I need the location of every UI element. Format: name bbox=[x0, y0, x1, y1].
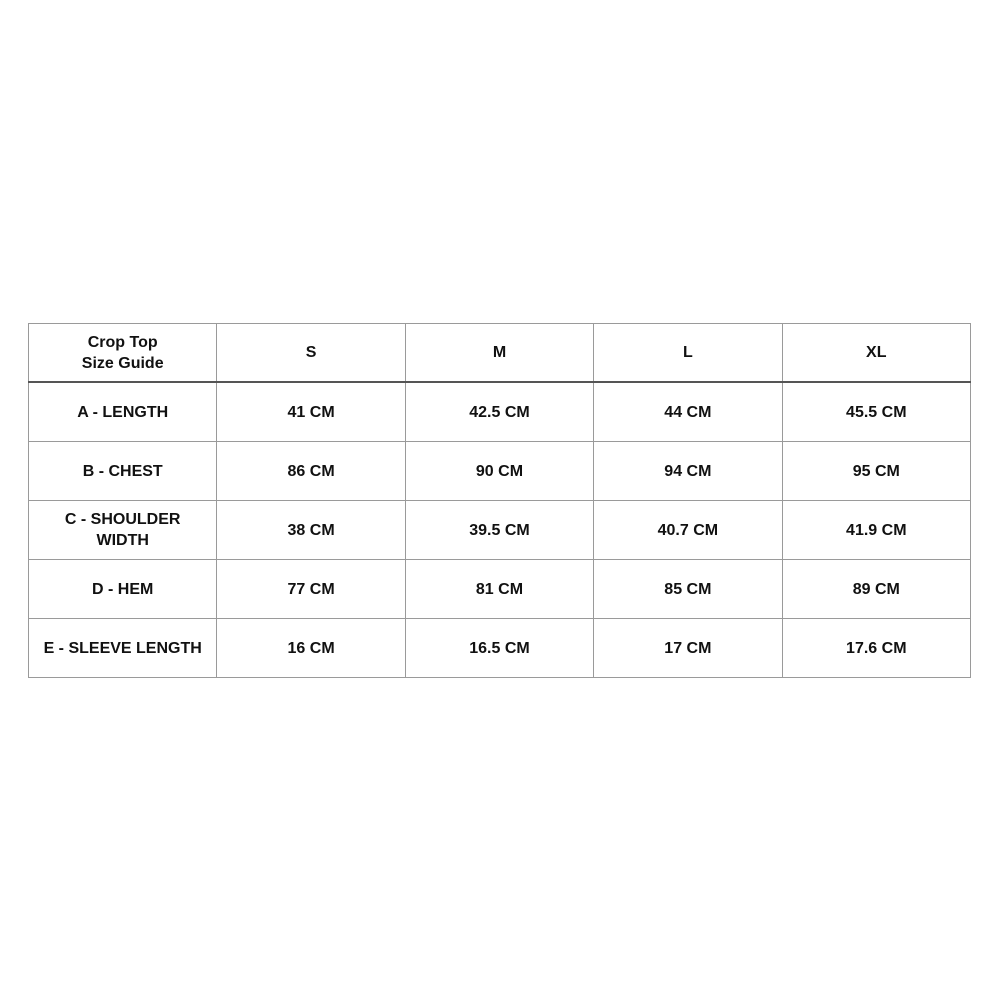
header-row bbox=[29, 324, 971, 383]
table-title bbox=[29, 324, 217, 383]
cell-sleeve-s: 16 CM bbox=[217, 619, 405, 678]
table-body bbox=[29, 382, 971, 678]
cell-length-l: 44 CM bbox=[594, 382, 782, 442]
size-header-l: L bbox=[594, 324, 782, 383]
size-guide-table bbox=[28, 323, 971, 678]
cell-sleeve-xl: 17.6 CM bbox=[782, 619, 970, 678]
table-row-shoulder-width bbox=[29, 501, 971, 560]
table-title-line2: Size Guide bbox=[81, 354, 164, 372]
row-label-length: A - LENGTH bbox=[29, 382, 217, 442]
cell-hem-l: 85 CM bbox=[594, 560, 782, 619]
row-label-shoulder-width bbox=[29, 501, 217, 560]
cell-length-xl: 45.5 CM bbox=[782, 382, 970, 442]
size-header-m: M bbox=[405, 324, 593, 383]
table-header bbox=[29, 324, 971, 383]
table-title-line1: Crop Top bbox=[87, 333, 158, 351]
row-label-shoulder-line1: C - SHOULDER bbox=[64, 511, 181, 528]
cell-sleeve-l: 17 CM bbox=[594, 619, 782, 678]
cell-shoulder-s: 38 CM bbox=[217, 501, 405, 560]
cell-chest-m: 90 CM bbox=[405, 442, 593, 501]
cell-hem-xl: 89 CM bbox=[782, 560, 970, 619]
cell-chest-xl: 95 CM bbox=[782, 442, 970, 501]
cell-chest-s: 86 CM bbox=[217, 442, 405, 501]
size-header-s: S bbox=[217, 324, 405, 383]
cell-shoulder-m: 39.5 CM bbox=[405, 501, 593, 560]
table-row-hem bbox=[29, 560, 971, 619]
cell-shoulder-xl: 41.9 CM bbox=[782, 501, 970, 560]
cell-hem-m: 81 CM bbox=[405, 560, 593, 619]
table-row-length bbox=[29, 382, 971, 442]
size-header-xl: XL bbox=[782, 324, 970, 383]
cell-length-s: 41 CM bbox=[217, 382, 405, 442]
cell-shoulder-l: 40.7 CM bbox=[594, 501, 782, 560]
row-label-hem: D - HEM bbox=[29, 560, 217, 619]
cell-chest-l: 94 CM bbox=[594, 442, 782, 501]
cell-hem-s: 77 CM bbox=[217, 560, 405, 619]
table-row-chest bbox=[29, 442, 971, 501]
row-label-chest: B - CHEST bbox=[29, 442, 217, 501]
cell-length-m: 42.5 CM bbox=[405, 382, 593, 442]
row-label-sleeve-length: E - SLEEVE LENGTH bbox=[29, 619, 217, 678]
row-label-shoulder-line2: WIDTH bbox=[96, 532, 149, 549]
table-row-sleeve-length bbox=[29, 619, 971, 678]
cell-sleeve-m: 16.5 CM bbox=[405, 619, 593, 678]
